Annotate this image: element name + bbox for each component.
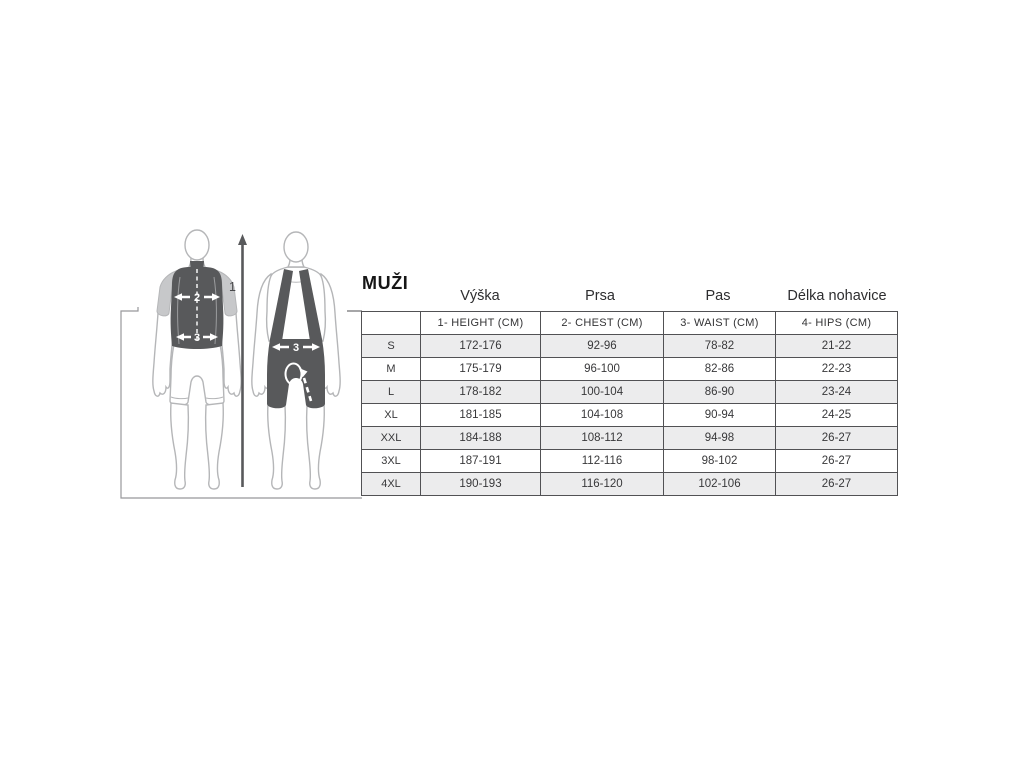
group-title: MUŽI — [362, 273, 409, 293]
size-table — [361, 311, 898, 496]
sub-header-hips: 4- HIPS (CM) — [776, 312, 898, 335]
chest-cell: 116-120 — [541, 473, 664, 496]
bib-waist-measure-label: 3 — [292, 342, 300, 354]
measurement-diagram — [110, 225, 362, 510]
head — [284, 232, 308, 262]
leg-length-measure-label: 4 — [296, 383, 303, 395]
sub-header-height: 1- HEIGHT (CM) — [421, 312, 541, 335]
sub-header-chest: 2- CHEST (CM) — [541, 312, 664, 335]
column-header-delka-nohavice: Délka nohavice — [787, 288, 887, 304]
chest-measure-label: 2 — [193, 292, 201, 304]
jersey-collar — [190, 261, 204, 267]
hips-cell: 24-25 — [776, 404, 898, 427]
waist-cell: 94-98 — [664, 427, 776, 450]
chest-cell: 100-104 — [541, 381, 664, 404]
table-row-s — [362, 335, 898, 358]
sub-header-row — [362, 312, 898, 335]
table-row-l — [362, 381, 898, 404]
size-cell: 3XL — [362, 450, 421, 473]
right-leg — [307, 403, 325, 489]
waist-cell: 90-94 — [664, 404, 776, 427]
hips-cell: 26-27 — [776, 450, 898, 473]
hips-cell: 26-27 — [776, 473, 898, 496]
column-header-pas: Pas — [705, 288, 731, 304]
size-cell: L — [362, 381, 421, 404]
sub-header-waist: 3- WAIST (CM) — [664, 312, 776, 335]
column-header-prsa: Prsa — [585, 288, 615, 304]
height-measure-label: 1 — [229, 280, 236, 294]
size-cell: 4XL — [362, 473, 421, 496]
chest-cell: 96-100 — [541, 358, 664, 381]
waist-cell: 102-106 — [664, 473, 776, 496]
table-row-xl — [362, 404, 898, 427]
left-leg — [171, 403, 189, 489]
chest-cell: 104-108 — [541, 404, 664, 427]
jersey-waist-measure-label: 3 — [193, 332, 201, 344]
hips-cell: 26-27 — [776, 427, 898, 450]
hips-cell: 23-24 — [776, 381, 898, 404]
size-cell: XL — [362, 404, 421, 427]
height-cell: 178-182 — [421, 381, 541, 404]
chest-cell: 112-116 — [541, 450, 664, 473]
waist-cell: 78-82 — [664, 335, 776, 358]
table-corner-cell — [362, 312, 421, 335]
size-cell: M — [362, 358, 421, 381]
size-cell: XXL — [362, 427, 421, 450]
left-leg — [268, 403, 286, 489]
chest-cell: 108-112 — [541, 427, 664, 450]
waist-cell: 82-86 — [664, 358, 776, 381]
table-row-m — [362, 358, 898, 381]
hips-cell: 22-23 — [776, 358, 898, 381]
chest-cell: 92-96 — [541, 335, 664, 358]
waist-cell: 98-102 — [664, 450, 776, 473]
hips-cell: 21-22 — [776, 335, 898, 358]
height-cell: 184-188 — [421, 427, 541, 450]
height-cell: 187-191 — [421, 450, 541, 473]
height-cell: 175-179 — [421, 358, 541, 381]
height-cell: 190-193 — [421, 473, 541, 496]
waist-cell: 86-90 — [664, 381, 776, 404]
head — [185, 230, 209, 260]
right-leg — [206, 403, 224, 489]
column-header-vyska: Výška — [460, 288, 500, 304]
height-cell: 181-185 — [421, 404, 541, 427]
table-row-3xl — [362, 450, 898, 473]
table-row-xxl — [362, 427, 898, 450]
table-row-4xl — [362, 473, 898, 496]
height-cell: 172-176 — [421, 335, 541, 358]
bib-shorts-figure — [252, 232, 340, 489]
jersey-figure — [153, 230, 241, 489]
shorts — [170, 344, 224, 405]
size-cell: S — [362, 335, 421, 358]
